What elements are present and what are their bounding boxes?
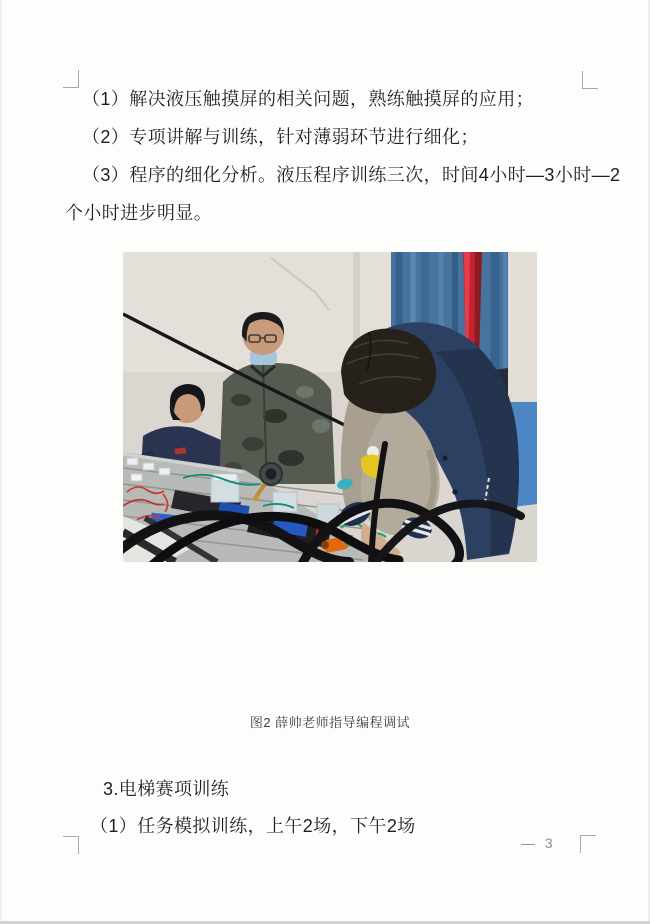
photo-wall-right — [508, 252, 537, 410]
figure-caption: 图2 薛帅老师指导编程调试 — [249, 715, 411, 730]
crop-mark-bottom-left — [63, 836, 79, 854]
figure-photo — [123, 252, 537, 562]
page-number: — 3 — [521, 835, 556, 851]
section-item: （1）任务模拟训练，上午2场，下午2场 — [90, 816, 416, 836]
crop-mark-bottom-right — [580, 835, 596, 853]
body-text-line-2: （2）专项讲解与训练，针对薄弱环节进行细化； — [82, 127, 479, 147]
training-photo — [123, 252, 537, 562]
page-edge-left — [0, 0, 2, 924]
section-heading: 3.电梯赛项训练 — [103, 779, 230, 799]
crop-mark-top-right — [582, 71, 598, 89]
body-text-line-1: （1）解决液压触摸屏的相关问题，熟练触摸屏的应用； — [82, 89, 535, 109]
crop-mark-top-left — [63, 70, 79, 88]
body-text-line-4: 个小时进步明显。 — [65, 203, 213, 223]
body-text-line-3: （3）程序的细化分析。液压程序训练三次，时间4小时—3小时—2 — [82, 165, 621, 185]
